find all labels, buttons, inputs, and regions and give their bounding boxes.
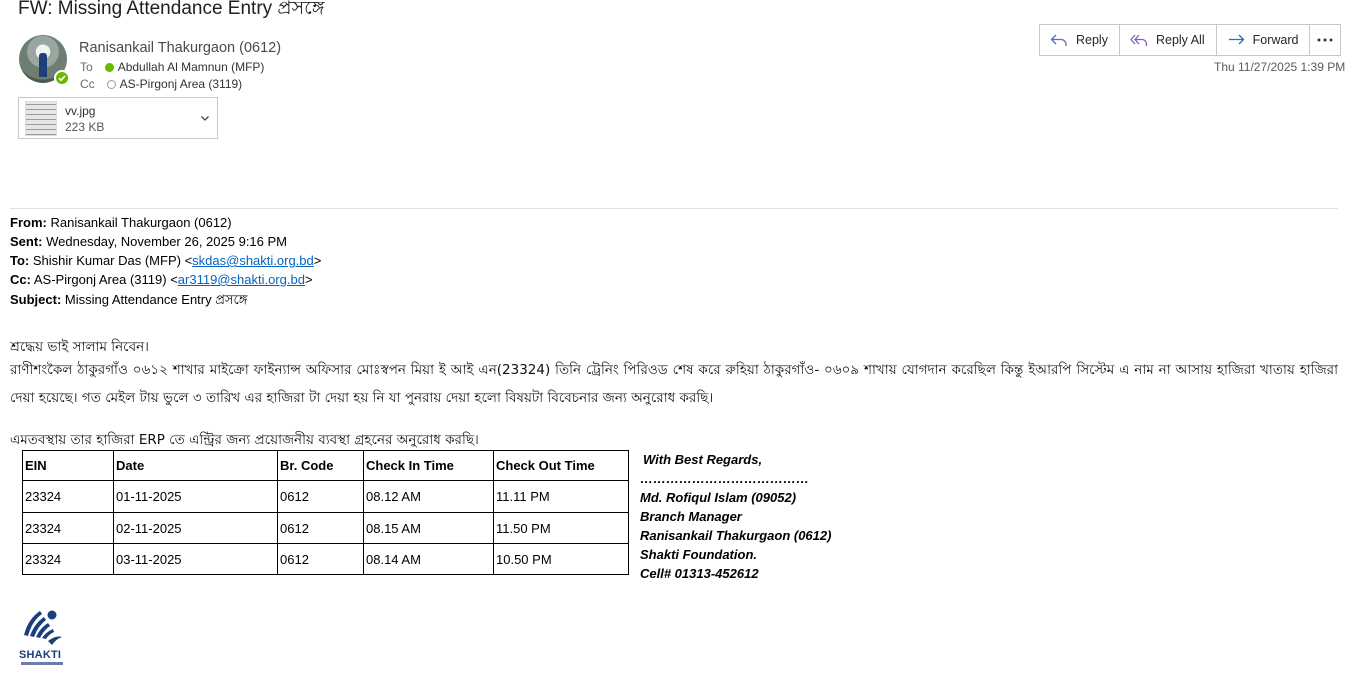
cc-label: Cc [80, 77, 95, 91]
fwd-from-value: Ranisankail Thakurgaon (0612) [50, 215, 232, 230]
signature-org: Shakti Foundation. [640, 547, 757, 562]
divider [10, 208, 1338, 209]
fwd-from [10, 215, 232, 230]
reply-icon [1050, 33, 1068, 47]
table-cell: 0612 [278, 544, 364, 575]
column-header: Check In Time [364, 451, 494, 481]
forward-icon [1227, 33, 1245, 47]
table-cell: 08.14 AM [364, 544, 494, 575]
fwd-sent-label: Sent: [10, 234, 43, 249]
fwd-to-name: Shishir Kumar Das (MFP) < [32, 253, 193, 268]
table-cell: 0612 [278, 481, 364, 513]
attendance-table [22, 450, 629, 575]
more-actions-button[interactable] [1309, 24, 1341, 56]
ellipsis-icon [1316, 38, 1334, 42]
chevron-down-icon[interactable] [199, 111, 211, 129]
signature-branch: Ranisankail Thakurgaon (0612) [640, 528, 832, 543]
fwd-sent [10, 234, 287, 249]
message-actions [1039, 24, 1310, 56]
presence-available-icon [54, 70, 70, 86]
table-cell: 0612 [278, 513, 364, 544]
reply-all-icon [1130, 33, 1148, 47]
fwd-subject-value: Missing Attendance Entry প্রসঙ্গে [64, 292, 248, 307]
cc-recipient[interactable]: AS-Pirgonj Area (3119) [119, 77, 243, 91]
fwd-to [10, 253, 321, 268]
greeting: শ্রদ্ধেয় ভাই সালাম নিবেন। [10, 339, 150, 355]
reply-all-label: Reply All [1155, 33, 1205, 47]
fwd-cc-label: Cc: [10, 272, 31, 287]
attachment-name: vv.jpg [65, 104, 96, 118]
body-paragraph: রাণীশংকৈল ঠাকুরগাঁও ০৬১২ শাখার মাইক্রো ফাইন্যান্স অফিসার মোঃস্বপন মিয়া ই আই এন(23324) তিনি ট্রেনিং পিরিওড শেষ করে রুহিয়া ঠাকুরগাঁও- ০৬০৯ শাখায় যোগদান করেছিল কিন্তু ইআরপি সিস্টেম এ নাম না আসায় হাজিরা খাতায় হাজিরা দেয়া হয়েছে। গত মেইল টায় ভুলে ৩ তারিখ এর হাজিরা টা দেয়া হয় নি যা পুনরায় দেয়া হলো বিষয়টা বিবেচনার জন্য অনুরোধ করছি। [10, 362, 1338, 406]
column-header: Date [114, 451, 278, 481]
received-date: Thu 11/27/2025 1:39 PM [1214, 60, 1346, 74]
presence-unknown-icon [107, 80, 116, 89]
fwd-cc-name: AS-Pirgonj Area (3119) < [33, 272, 178, 287]
table-cell: 11.50 PM [494, 513, 629, 544]
table-cell: 11.11 PM [494, 481, 629, 513]
fwd-cc-close: > [304, 272, 313, 287]
to-label: To [80, 60, 93, 74]
table-cell: 23324 [23, 481, 114, 513]
table-cell: 01-11-2025 [114, 481, 278, 513]
table-cell: 02-11-2025 [114, 513, 278, 544]
column-header: Br. Code [278, 451, 364, 481]
email-subject: FW: Missing Attendance Entry প্রসঙ্গে [18, 0, 325, 19]
reply-label: Reply [1076, 33, 1108, 47]
signature-cell: Cell# 01313-452612 [640, 566, 759, 581]
attachment-thumbnail [25, 101, 57, 136]
table-row [23, 513, 629, 544]
forward-button[interactable] [1217, 25, 1310, 55]
fwd-sent-value: Wednesday, November 26, 2025 9:16 PM [46, 234, 288, 249]
attachment-size: 223 KB [65, 120, 105, 134]
signature-title: Branch Manager [640, 509, 742, 524]
fwd-to-email-link[interactable]: skdas@shakti.org.bd [192, 253, 314, 268]
table-cell: 23324 [23, 544, 114, 575]
logo-tagline [21, 662, 63, 665]
table-header-row [23, 451, 629, 481]
shakti-logo-mark [18, 605, 66, 649]
reply-all-button[interactable] [1120, 25, 1217, 55]
table-cell: 08.15 AM [364, 513, 494, 544]
to-recipient[interactable]: Abdullah Al Mamnun (MFP) [117, 60, 265, 74]
attachment-card[interactable] [18, 97, 218, 139]
fwd-to-close: > [313, 253, 322, 268]
forward-label: Forward [1252, 33, 1299, 47]
table-row [23, 481, 629, 513]
table-cell: 03-11-2025 [114, 544, 278, 575]
reply-button[interactable] [1040, 25, 1120, 55]
column-header: EIN [23, 451, 114, 481]
fwd-cc [10, 272, 313, 287]
presence-dot-icon [105, 63, 114, 72]
signature-dots: ………………………………… [640, 471, 809, 486]
sender-name[interactable]: Ranisankail Thakurgaon (0612) [79, 40, 282, 56]
table-cell: 10.50 PM [494, 544, 629, 575]
signature-name: Md. Rofiqul Islam (09052) [640, 490, 797, 505]
column-header: Check Out Time [494, 451, 629, 481]
logo-text: SHAKTI [19, 649, 62, 661]
fwd-subject-label: Subject: [10, 292, 62, 307]
to-recipients [80, 60, 264, 74]
table-cell: 08.12 AM [364, 481, 494, 513]
signature-regards: With Best Regards, [643, 452, 763, 467]
shakti-logo [18, 605, 66, 667]
table-cell: 23324 [23, 513, 114, 544]
fwd-cc-email-link[interactable]: ar3119@shakti.org.bd [177, 272, 305, 287]
fwd-from-label: From: [10, 215, 47, 230]
fwd-subject [10, 291, 247, 312]
table-row [23, 544, 629, 575]
fwd-to-label: To: [10, 253, 30, 268]
closing-line: এমতবস্থায় তার হাজিরা ERP তে এন্ট্রির জন্য প্রয়োজনীয় ব্যবস্থা গ্রহনের অনুরোধ করছি। [10, 432, 479, 448]
cc-recipients [80, 77, 242, 91]
